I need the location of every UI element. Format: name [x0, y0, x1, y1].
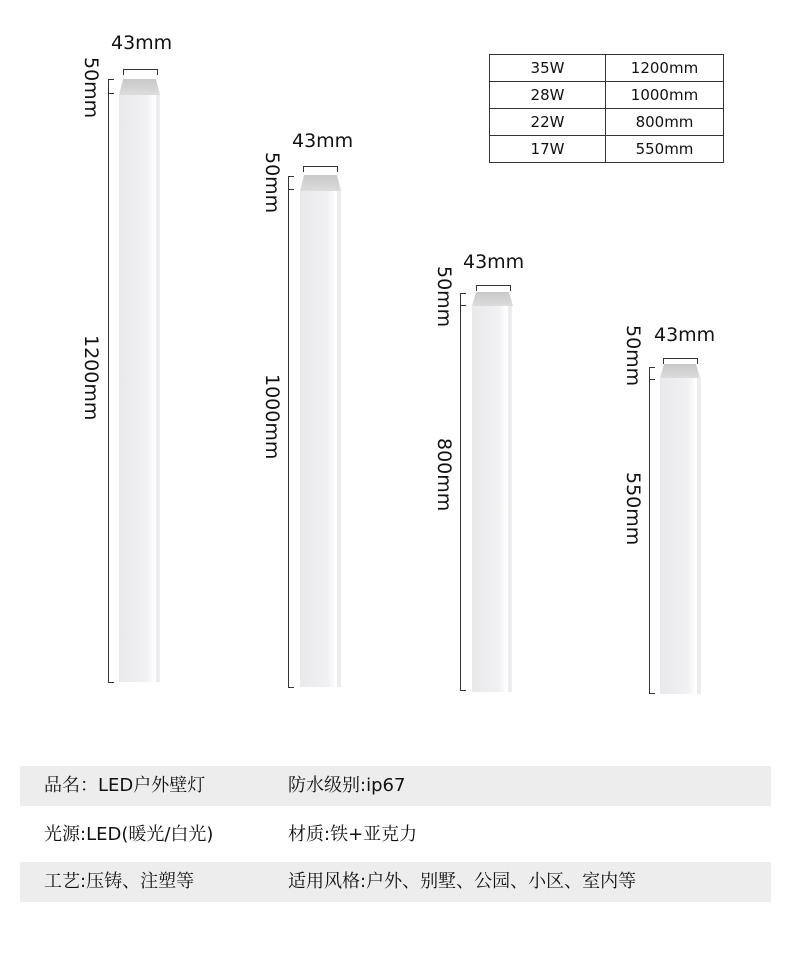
lamp-body	[472, 306, 505, 692]
table-row	[490, 82, 724, 109]
width-label: 43mm	[292, 130, 354, 152]
lamp-cap	[660, 364, 700, 378]
width-label: 43mm	[111, 32, 173, 54]
height-label: 550mm	[622, 472, 644, 546]
table-row	[490, 55, 724, 82]
height-label: 1200mm	[80, 335, 102, 421]
dimension-tick	[108, 93, 114, 94]
height-label: 1000mm	[261, 374, 283, 460]
width-dimension-bracket	[663, 358, 698, 364]
width-dimension-bracket	[476, 285, 511, 291]
lamp-edge	[156, 95, 160, 682]
width-dimension-bracket	[303, 166, 338, 172]
power-length-table	[489, 54, 724, 163]
dimension-tick	[649, 693, 655, 694]
dimension-tick	[460, 305, 466, 306]
height-dimension-line	[108, 79, 109, 683]
info-row-product-name	[20, 766, 771, 806]
lamp-body	[119, 95, 153, 682]
lamp-cap	[472, 292, 513, 306]
length-cell: 800mm	[606, 109, 724, 136]
cap-height-label: 50mm	[433, 266, 455, 328]
product-name-text: 品名：LED户外壁灯	[44, 775, 206, 796]
lamp-cap	[119, 79, 160, 95]
material-text: 材质:铁+亚克力	[288, 824, 418, 845]
lamp-cap	[300, 175, 341, 191]
width-label: 43mm	[463, 251, 525, 273]
dimension-tick	[108, 79, 114, 80]
table-row	[490, 109, 724, 136]
cap-height-label: 50mm	[261, 152, 283, 214]
process-text: 工艺:压铸、注塑等	[44, 871, 195, 892]
lamp-edge	[697, 378, 701, 694]
cap-height-label: 50mm	[80, 57, 102, 119]
power-cell: 22W	[490, 109, 606, 136]
power-cell: 35W	[490, 55, 606, 82]
power-cell: 17W	[490, 136, 606, 163]
power-cell: 28W	[490, 82, 606, 109]
dimension-tick	[108, 682, 114, 683]
dimension-tick	[460, 293, 466, 294]
dimension-tick	[288, 687, 294, 688]
length-cell: 1000mm	[606, 82, 724, 109]
cap-height-label: 50mm	[622, 325, 644, 387]
height-label: 800mm	[433, 438, 455, 512]
dimension-tick	[288, 189, 294, 190]
table-row	[490, 136, 724, 163]
lamp-edge	[508, 306, 512, 692]
lamp-edge	[337, 191, 341, 687]
height-dimension-line	[649, 367, 650, 694]
light-source-text: 光源:LED(暖光/白光)	[44, 824, 214, 845]
height-dimension-line	[460, 293, 461, 690]
waterproof-level-text: 防水级别:ip67	[288, 775, 406, 796]
width-dimension-bracket	[123, 69, 158, 75]
info-row-process	[20, 862, 771, 902]
info-row-light-source	[20, 815, 771, 855]
width-label: 43mm	[654, 324, 716, 346]
height-dimension-line	[288, 176, 289, 688]
length-cell: 1200mm	[606, 55, 724, 82]
dimension-tick	[460, 690, 466, 691]
applicable-style-text: 适用风格:户外、别墅、公园、小区、室内等	[288, 871, 637, 892]
lamp-body	[660, 378, 694, 694]
lamp-body	[300, 191, 334, 687]
dimension-tick	[288, 176, 294, 177]
length-cell: 550mm	[606, 136, 724, 163]
dimension-tick	[649, 367, 655, 368]
dimension-tick	[649, 379, 655, 380]
